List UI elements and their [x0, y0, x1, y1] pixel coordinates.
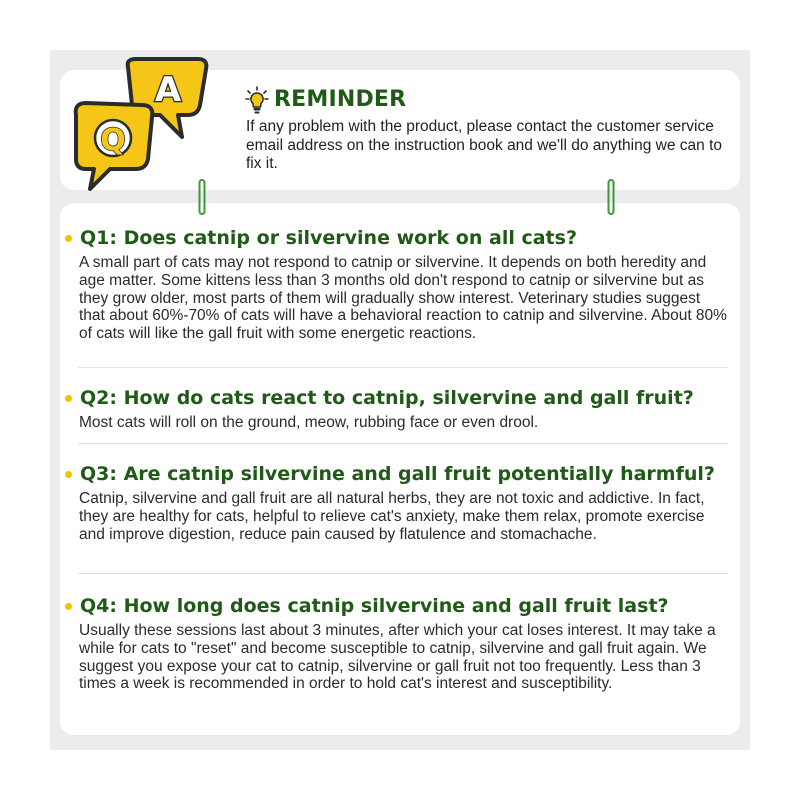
logo-letter-a: A — [154, 70, 182, 110]
divider — [78, 367, 728, 368]
faq-answer: Catnip, silvervine and gall fruit are all natural herbs, they are not toxic and addictive. In fact, they are healthy for cats, helpful to relieve cat's anxiety, make them relax, promote exercise and improve digestion, reduce pain caused by flatulence and stomachache. — [79, 490, 705, 543]
faq-question — [62, 226, 728, 250]
faq-item-2 — [62, 386, 728, 432]
faq-answer: Most cats will roll on the ground, meow, rubbing face or even drool. — [79, 414, 539, 431]
faq-question-text: Q2: How do cats react to catnip, silvervine and gall fruit? — [80, 387, 694, 409]
qa-bubbles-logo — [66, 55, 216, 195]
faq-question — [62, 386, 728, 410]
faq-answer: Usually these sessions last about 3 minutes, after which your cat loses interest. It may take a while for cats to "reset" and become susceptible to catnip, silvervine and gall fruit again. We suggest you expose your cat to catnip, silvervine or gall fruit not too frequently. Less than 3 times a week is recommended in order to hold cat's interest and susceptibility. — [79, 622, 716, 693]
divider — [78, 573, 728, 574]
lightbulb-icon — [245, 86, 269, 114]
bullet-dot-icon — [65, 603, 72, 610]
faq-question — [62, 462, 728, 486]
faq-item-3 — [62, 462, 728, 543]
clip-left-icon — [197, 178, 207, 216]
faq-answer: A small part of cats may not respond to catnip or silvervine. It depends on both heredity and age matter. Some kittens less than 3 months old don't respond to catnip or silvervine but as they grow older, most parts of them will gradually show interest. Veterinary studies suggest that about 60%-70% of cats will have a behavioral reaction to catnip and silvervine. About 80% of cats will like the gall fruit with some energetic reactions. — [79, 254, 727, 343]
clip-right-icon — [606, 178, 616, 216]
faq-item-4 — [62, 594, 728, 693]
reminder-text: If any problem with the product, please contact the customer service email address on the instruction book and we'll do anything we can to fix it. — [246, 118, 722, 172]
bullet-dot-icon — [65, 471, 72, 478]
faq-item-1 — [62, 226, 728, 343]
faq-question-text: Q1: Does catnip or silvervine work on all cats? — [80, 227, 577, 249]
faq-question — [62, 594, 728, 618]
bullet-dot-icon — [65, 395, 72, 402]
logo-letter-q: Q — [100, 123, 126, 158]
reminder-title: REMINDER — [274, 87, 407, 112]
faq-question-text: Q3: Are catnip silvervine and gall fruit potentially harmful? — [80, 463, 715, 485]
bullet-dot-icon — [65, 235, 72, 242]
divider — [78, 443, 728, 444]
faq-question-text: Q4: How long does catnip silvervine and gall fruit last? — [80, 595, 669, 617]
